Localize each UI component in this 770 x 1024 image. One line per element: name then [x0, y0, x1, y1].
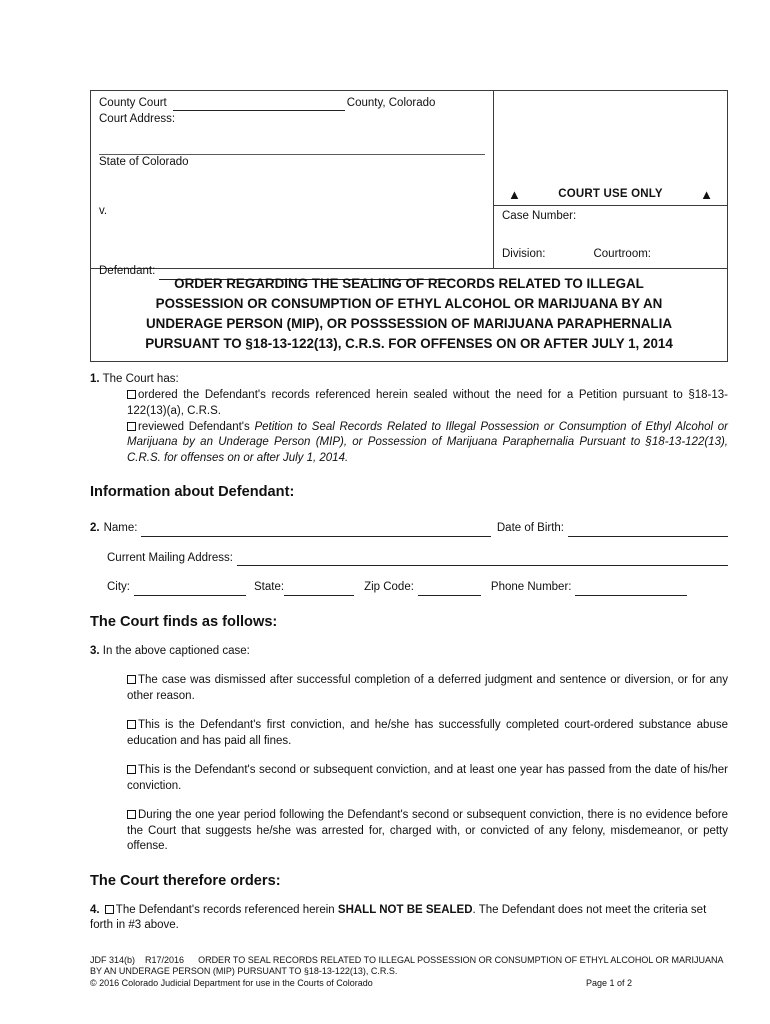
- finding-option-second-conviction: [127, 763, 728, 794]
- footer-form-title: ORDER TO SEAL RECORDS RELATED TO ILLEGAL POSSESSION OR CONSUMPTION OF ETHYL ALCOHOL OR MARIJUANA BY AN UNDERAGE PERSON (MIP) PURSUANT TO §18-13-122(13), C.R.S.: [90, 954, 724, 976]
- county-suffix-label: County, Colorado: [346, 97, 436, 109]
- state-field-label: State:: [254, 581, 285, 593]
- section-1-intro-text: The Court has:: [102, 373, 179, 385]
- finding-no-evidence-text: During the one year period following the Defendant's second or subsequent conviction, there is no evidence before the Court that suggests he/she was arrested for, charged with, or convicted of any felony, misdemeanor, or petty offense.: [127, 809, 728, 852]
- section-3-number: 3.: [90, 644, 100, 657]
- court-address-label: Court Address:: [99, 112, 176, 125]
- versus-label: v.: [99, 204, 108, 217]
- order-text-bold: SHALL NOT BE SEALED: [337, 903, 473, 916]
- orders-heading: The Court therefore orders:: [90, 872, 281, 889]
- zip-label: Zip Code:: [364, 581, 414, 593]
- finding-dismissed-text: The case was dismissed after successful completion of a deferred judgment and sentence or diversion, or for any other reason.: [127, 674, 728, 702]
- court-type-label: County Court: [99, 97, 167, 109]
- triangle-right-icon: ▲: [700, 186, 713, 202]
- footer-revision: R17/2016: [145, 954, 185, 965]
- order-text-after: . The Defendant does not meet the criteria set forth in #3 above.: [90, 903, 707, 931]
- name-field[interactable]: [141, 525, 490, 537]
- footer-copyright-line: [90, 978, 728, 990]
- courtroom-label: Courtroom:: [593, 247, 651, 260]
- mailing-address-line: [90, 551, 728, 567]
- checkbox-case-dismissed[interactable]: [127, 675, 136, 684]
- city-state-zip-line: [90, 580, 728, 596]
- form-title-line-2: POSSESSION OR CONSUMPTION OF ETHYL ALCOHOL OR MARIJUANA BY AN: [155, 296, 663, 311]
- form-title-line-1: ORDER REGARDING THE SEALING OF RECORDS RELATED TO ILLEGAL: [174, 276, 644, 291]
- section-1-option-reviewed: [127, 420, 728, 467]
- footer-page-number: Page 1 of 2: [585, 977, 632, 988]
- name-dob-line: [90, 521, 728, 537]
- county-name-field[interactable]: [173, 99, 345, 111]
- triangle-left-icon: ▲: [508, 186, 521, 202]
- division-courtroom-gap: [545, 247, 593, 263]
- finding-second-conviction-text: This is the Defendant's second or subsequent conviction, and at least one year has passed from the date of his/her conviction.: [127, 764, 728, 792]
- city-field[interactable]: [134, 584, 246, 596]
- court-use-only-row: [494, 187, 727, 205]
- section-1-number: 1.: [90, 373, 100, 385]
- checkbox-reviewed-petition[interactable]: [127, 422, 136, 431]
- checkbox-first-conviction[interactable]: [127, 720, 136, 729]
- dob-label: Date of Birth:: [496, 522, 564, 534]
- division-row: [494, 247, 727, 269]
- section-4-number: 4.: [90, 903, 100, 916]
- caption-box: [90, 90, 728, 362]
- state-label: State of Colorado: [99, 156, 189, 168]
- section-3-intro-text: In the above captioned case:: [102, 644, 250, 657]
- form-title-block: [91, 269, 727, 361]
- court-type-line: [99, 96, 485, 112]
- name-label: Name:: [103, 522, 138, 534]
- form-title-line-4: PURSUANT TO §18-13-122(13), C.R.S. FOR OFFENSES ON OR AFTER JULY 1, 2014: [145, 336, 673, 351]
- phone-label: Phone Number:: [490, 581, 572, 593]
- state-field[interactable]: [284, 584, 354, 596]
- form-title-line-3: UNDERAGE PERSON (MIP), OR POSSSESSION OF MARIJUANA PARAPHERNALIA: [146, 316, 672, 331]
- caption-right-cell: [494, 91, 727, 268]
- form-footer: [90, 955, 728, 990]
- footer-form-id-line: [90, 955, 728, 978]
- section-1-intro: [90, 372, 728, 388]
- mailing-address-field[interactable]: [237, 554, 728, 566]
- phone-field[interactable]: [575, 584, 687, 596]
- case-number-label: Case Number:: [502, 209, 577, 222]
- footer-copyright: © 2016 Colorado Judicial Department for use in the Courts of Colorado: [90, 977, 373, 988]
- defendant-info-heading: Information about Defendant:: [90, 484, 295, 500]
- defendant-label: Defendant:: [99, 265, 156, 277]
- city-label: City:: [107, 581, 130, 593]
- section-1-option-ordered: [127, 388, 728, 419]
- caption-table: [91, 91, 727, 277]
- finding-option-dismissed: [127, 673, 728, 704]
- division-label: Division:: [502, 247, 546, 260]
- order-text-before: The Defendant's records referenced herein: [115, 903, 338, 916]
- checkbox-no-evidence[interactable]: [127, 810, 136, 819]
- footer-form-number: JDF 314(b): [90, 954, 136, 965]
- checkbox-second-conviction[interactable]: [127, 765, 136, 774]
- finding-option-no-evidence: [127, 808, 728, 855]
- section-3-intro: [90, 644, 728, 660]
- checkbox-shall-not-be-sealed[interactable]: [105, 905, 114, 914]
- mailing-address-label: Current Mailing Address:: [107, 551, 233, 564]
- zip-field[interactable]: [418, 584, 481, 596]
- dob-field[interactable]: [568, 525, 728, 537]
- option-ordered-text: ordered the Defendant's records referenced herein sealed without the need for a Petition pursuant to §18-13-122(13)(a), C.R.S.: [127, 389, 728, 417]
- findings-heading: The Court finds as follows:: [90, 613, 278, 630]
- caption-left-cell: [91, 91, 494, 277]
- case-number-cell: [494, 205, 727, 247]
- order-shall-not-be-sealed: [90, 903, 728, 934]
- section-2-number: 2.: [90, 522, 100, 534]
- finding-option-first-conviction: [127, 718, 728, 749]
- option-reviewed-petition-title: Petition to Seal Records Related to Illegal Possession or Consumption of Ethyl Alcohol or Marijuana by an Underage Person (MIP), or Possession of Marijuana Paraphernalia Pursuant to §18-13-122(13), C.R.S. for offenses on or after July 1, 2014.: [127, 420, 728, 464]
- checkbox-ordered-sealed[interactable]: [127, 390, 136, 399]
- option-reviewed-prefix: reviewed Defendant's: [138, 420, 255, 433]
- finding-first-conviction-text: This is the Defendant's first conviction, and he/she has successfully completed court-ordered substance abuse education and has paid all fines.: [127, 719, 728, 747]
- court-use-only-label: COURT USE ONLY: [558, 188, 663, 200]
